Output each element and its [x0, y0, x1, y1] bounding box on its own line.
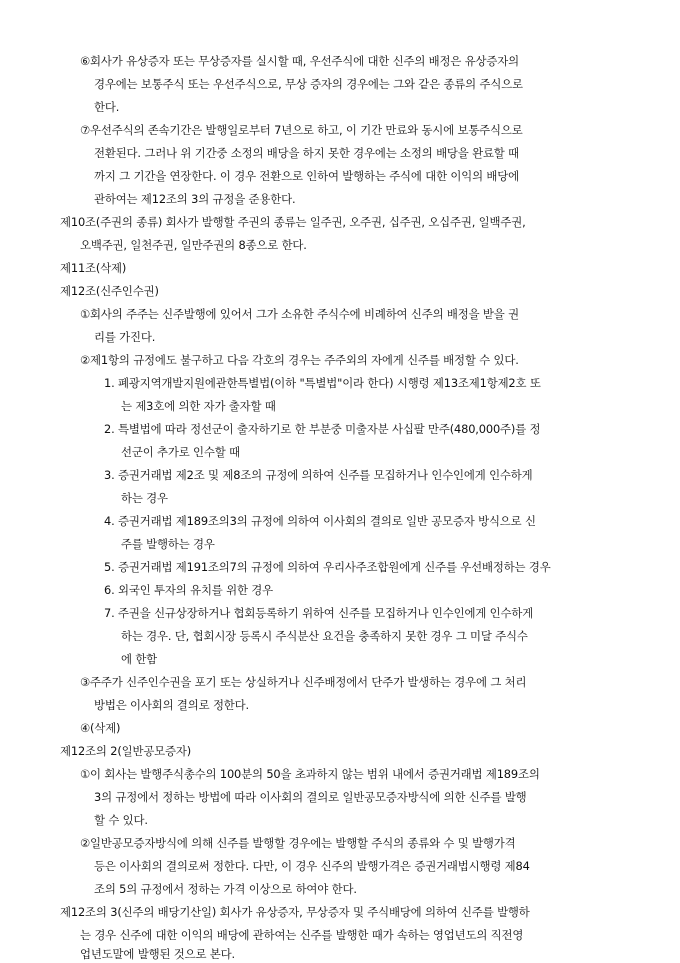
list-item: 5. 증권거래법 제191조의7의 규정에 의하여 우리사주조합원에게 신주를 우선배정하는 경우	[104, 560, 551, 574]
list-item: 4. 증권거래법 제189조의3의 규정에 의하여 이사회의 결의로 일반 공모증자 방식으로 신	[104, 514, 536, 528]
article-heading: 제12조(신주인수권)	[60, 284, 159, 298]
text-line: 업년도말에 발행된 것으로 본다.	[80, 947, 235, 961]
text-line: 할 수 있다.	[94, 813, 148, 827]
text-line: 관하여는 제12조의 3의 규정을 준용한다.	[94, 192, 296, 206]
article-heading: 제10조(주권의 종류) 회사가 발행할 주권의 종류는 일주권, 오주권, 십주권, 오십주권, 일백주권,	[60, 215, 526, 229]
text-line: 방법은 이사회의 결의로 정한다.	[94, 698, 249, 712]
text-line: 오백주권, 일천주권, 일만주권의 8종으로 한다.	[80, 238, 307, 252]
list-item: 6. 외국인 투자의 유치를 위한 경우	[104, 583, 274, 597]
text-line: ②일반공모증자방식에 의해 신주를 발행할 경우에는 발행할 주식의 종류와 수 및 발행가격	[80, 836, 516, 850]
text-line: 는 경우 신주에 대한 이익의 배당에 관하여는 신주를 발행한 때가 속하는 영업년도의 직전영	[80, 928, 524, 942]
text-line: 하는 경우. 단, 협회시장 등록시 주식분산 요건을 충족하지 못한 경우 그 미달 주식수	[121, 629, 528, 643]
text-line: 3의 규정에서 정하는 방법에 따라 이사회의 결의로 일반공모증자방식에 의한 신주를 발행	[94, 790, 527, 804]
text-line: ⑥회사가 유상증자 또는 무상증자를 실시할 때, 우선주식에 대한 신주의 배정은 유상증자의	[80, 54, 519, 68]
text-line: 등은 이사회의 결의로써 정한다. 다만, 이 경우 신주의 발행가격은 증권거래법시행령 제84	[94, 859, 530, 873]
list-item: 1. 폐광지역개발지원에관한특별법(이하 "특별법"이라 한다) 시행령 제13조제1항제2호 또	[104, 376, 541, 390]
text-line: 에 한함	[121, 652, 158, 666]
list-item: 7. 주권을 신규상장하거나 협회등록하기 위하여 신주를 모집하거나 인수인에게 인수하게	[104, 606, 534, 620]
text-line: ④(삭제)	[80, 721, 121, 735]
text-line: ⑦우선주식의 존속기간은 발행일로부터 7년으로 하고, 이 기간 만료와 동시에 보통주식으로	[80, 123, 523, 137]
text-line: 주를 발행하는 경우	[121, 537, 215, 551]
text-line: 경우에는 보통주식 또는 우선주식으로, 무상 증자의 경우에는 그와 같은 종류의 주식으로	[94, 77, 523, 91]
text-line: 리를 가진다.	[94, 330, 156, 344]
text-line: 한다.	[94, 100, 120, 114]
text-line: ①회사의 주주는 신주발행에 있어서 그가 소유한 주식수에 비례하여 신주의 배정을 받을 권	[80, 307, 519, 321]
text-line: 는 제3호에 의한 자가 출자할 때	[121, 399, 276, 413]
text-line: ①이 회사는 발행주식총수의 100분의 50을 초과하지 않는 범위 내에서 증권거래법 제189조의	[80, 767, 540, 781]
text-line: ②제1항의 규정에도 불구하고 다음 각호의 경우는 주주외의 자에게 신주를 배정할 수 있다.	[80, 353, 519, 367]
text-line: 선군이 추가로 인수할 때	[121, 445, 240, 459]
article-heading: 제11조(삭제)	[60, 261, 127, 275]
text-line: 하는 경우	[121, 491, 168, 505]
article-heading: 제12조의 2(일반공모증자)	[60, 744, 192, 758]
list-item: 3. 증권거래법 제2조 및 제8조의 규정에 의하여 신주를 모집하거나 인수인에게 인수하게	[104, 468, 533, 482]
text-line: 전환된다. 그러나 위 기간중 소정의 배당을 하지 못한 경우에는 소정의 배당을 완료할 때	[94, 146, 519, 160]
text-line: 까지 그 기간을 연장한다. 이 경우 전환으로 인하여 발행하는 주식에 대한 이익의 배당에	[94, 169, 519, 183]
text-line: 조의 5의 규정에서 정하는 가격 이상으로 하여야 한다.	[94, 882, 357, 896]
list-item: 2. 특별법에 따라 정선군이 출자하기로 한 부분중 미출자분 사십팔 만주(480,000주)를 정	[104, 422, 541, 436]
article-heading: 제12조의 3(신주의 배당기산일) 회사가 유상증자, 무상증자 및 주식배당에 의하여 신주를 발행하	[60, 905, 530, 919]
text-line: ③주주가 신주인수권을 포기 또는 상실하거나 신주배정에서 단주가 발생하는 경우에 그 처리	[80, 675, 527, 689]
